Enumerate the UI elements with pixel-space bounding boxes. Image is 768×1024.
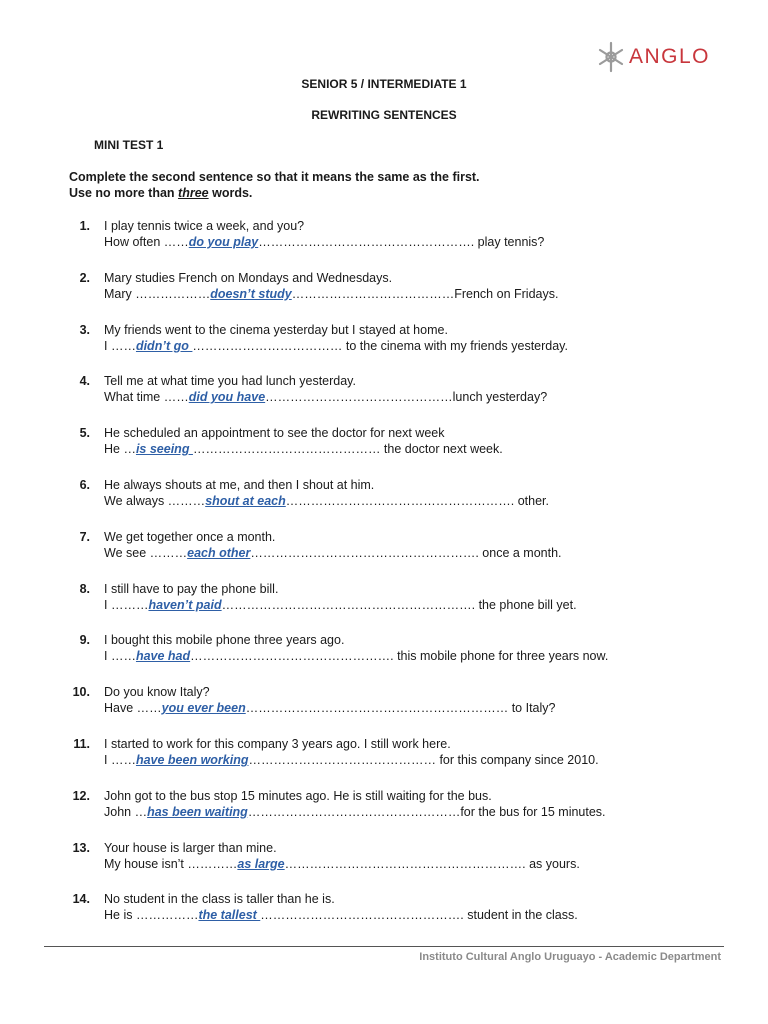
question-item	[0, 632, 768, 672]
question-sentence: He scheduled an appointment to see the doctor for next week	[104, 426, 445, 441]
question-sentence: Do you know Italy?	[104, 685, 210, 700]
question-item	[0, 788, 768, 828]
question-item	[0, 477, 768, 517]
answer-text: as large	[237, 856, 285, 871]
question-rewrite: We always ………shout at each………………………………………………. other.	[104, 494, 549, 508]
question-item	[0, 218, 768, 258]
question-item	[0, 891, 768, 931]
answer-text: didn’t go	[135, 338, 193, 353]
anglo-logo-icon	[596, 40, 626, 74]
question-number: 3.	[79, 322, 90, 337]
question-sentence: Your house is larger than mine.	[104, 840, 277, 855]
question-number: 6.	[79, 478, 90, 492]
answer-text: haven’t paid	[148, 597, 222, 612]
question-item	[0, 373, 768, 413]
question-number: 14.	[72, 892, 90, 907]
answer-text: have been working	[135, 753, 249, 767]
question-sentence: I play tennis twice a week, and you?	[104, 219, 305, 233]
question-number: 2.	[79, 270, 90, 285]
question-rewrite: I ……didn’t go ……………………………… to the cinema with my friends yesterday.	[104, 338, 568, 353]
question-number: 10.	[72, 685, 90, 700]
question-number: 5.	[79, 426, 90, 441]
question-sentence: I bought this mobile phone three years ago.	[104, 633, 345, 648]
question-sentence: Tell me at what time you had lunch yesterday.	[104, 374, 356, 389]
brand-name: ANGLO	[629, 45, 711, 68]
question-rewrite: Have ……you ever been……………………………………………………… to Italy?	[104, 701, 556, 716]
question-rewrite: We see ………each other………………………………………………. once a month.	[104, 545, 562, 560]
instructions	[69, 169, 480, 201]
question-rewrite: John …has been waiting……………………………………………for the bus for 15 minutes.	[104, 804, 606, 819]
question-rewrite: How often ……do you play……………………………………………. play tennis?	[104, 235, 545, 249]
question-number: 7.	[79, 529, 90, 544]
answer-text: is seeing	[135, 442, 193, 457]
question-rewrite: I ……have had…………………………………………. this mobile phone for three years now.	[104, 649, 609, 664]
question-rewrite: He …is seeing ……………………………………… the doctor next week.	[104, 442, 503, 457]
question-number: 12.	[72, 788, 90, 803]
question-sentence: My friends went to the cinema yesterday but I stayed at home.	[104, 322, 448, 337]
question-item	[0, 529, 768, 569]
question-rewrite: My house isn’t …………as large…………………………………………………. as yours.	[104, 856, 580, 871]
question-item	[0, 581, 768, 621]
question-rewrite: Mary ………………doesn’t study…………………………………French on Fridays.	[104, 286, 559, 301]
instructions-line-1: Complete the second sentence so that it means the same as the first.	[69, 170, 480, 184]
question-sentence: I started to work for this company 3 years ago. I still work here.	[104, 737, 451, 751]
answer-text: has been waiting	[147, 804, 248, 819]
question-item	[0, 736, 768, 776]
page-subtitle: REWRITING SENTENCES	[311, 108, 457, 122]
question-sentence: Mary studies French on Mondays and Wednesdays.	[104, 270, 393, 285]
question-rewrite: He is ……………the tallest …………………………………………. student in the class.	[104, 908, 578, 923]
answer-text: shout at each	[205, 494, 286, 508]
answer-text: each other	[187, 545, 251, 560]
question-number: 13.	[72, 840, 90, 855]
instructions-line-2: Use no more than three words.	[69, 186, 253, 200]
footer-text: Instituto Cultural Anglo Uruguayo - Academic Department	[419, 951, 721, 963]
question-item	[0, 270, 768, 310]
answer-text: do you play	[188, 235, 259, 249]
question-item	[0, 425, 768, 465]
question-number: 8.	[79, 581, 90, 596]
question-item	[0, 322, 768, 362]
answer-text: you ever been	[161, 701, 246, 716]
question-number: 9.	[79, 633, 90, 648]
word-limit: three	[178, 186, 209, 200]
question-item	[0, 684, 768, 724]
answer-text: doesn’t study	[210, 286, 292, 301]
question-number: 4.	[79, 374, 90, 389]
question-number: 1.	[79, 219, 90, 233]
question-sentence: We get together once a month.	[104, 529, 276, 544]
question-sentence: I still have to pay the phone bill.	[104, 581, 279, 596]
question-number: 11.	[73, 737, 90, 751]
question-rewrite: What time ……did you have………………………………………lunch yesterday?	[104, 390, 548, 405]
question-sentence: He always shouts at me, and then I shout at him.	[104, 478, 375, 492]
question-rewrite: I ………haven’t paid……………………………………………………. the phone bill yet.	[104, 597, 577, 612]
question-rewrite: I ……have been working……………………………………… for this company since 2010.	[104, 753, 599, 767]
question-sentence: John got to the bus stop 15 minutes ago. He is still waiting for the bus.	[104, 788, 492, 803]
answer-text: did you have	[188, 390, 266, 405]
footer-divider	[44, 946, 724, 947]
answer-text: the tallest	[198, 908, 261, 923]
page-title: SENIOR 5 / INTERMEDIATE 1	[301, 77, 467, 91]
question-item	[0, 840, 768, 880]
question-sentence: No student in the class is taller than he is.	[104, 892, 335, 907]
test-name: MINI TEST 1	[94, 138, 164, 152]
answer-text: have had	[135, 649, 191, 664]
brand-logo	[596, 40, 710, 74]
